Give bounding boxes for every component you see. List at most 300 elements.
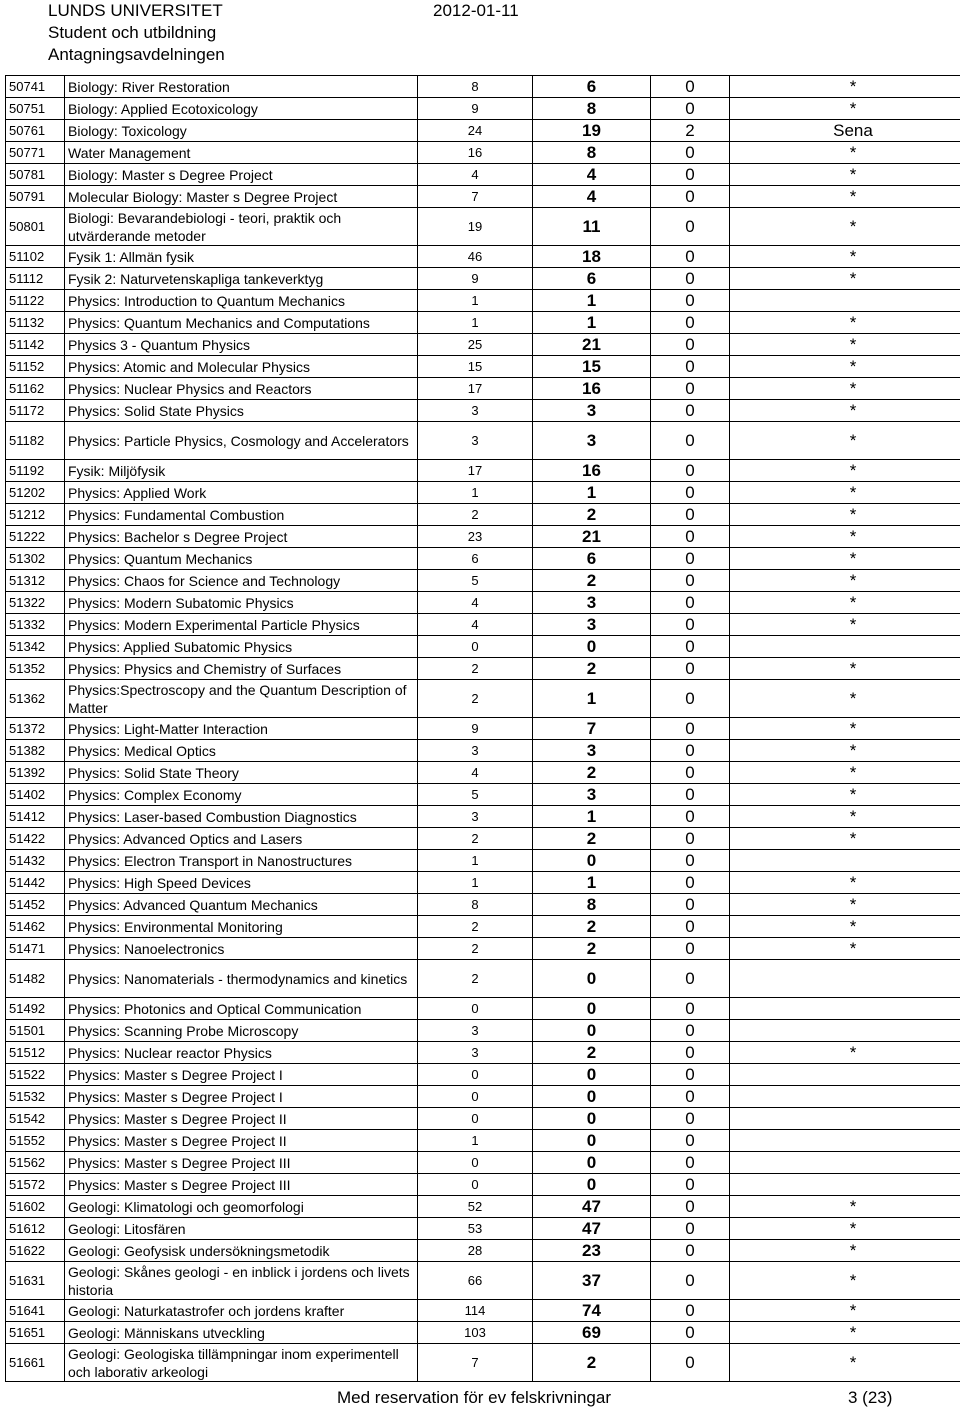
col-4-value: * xyxy=(730,806,960,828)
table-row xyxy=(6,356,960,378)
col-3-value: 0 xyxy=(651,378,730,400)
table-row xyxy=(6,334,960,356)
table-row xyxy=(6,164,960,186)
col-1-value: 4 xyxy=(418,592,533,614)
col-2-value: 37 xyxy=(533,1262,651,1300)
table-row xyxy=(6,400,960,422)
table-row xyxy=(6,680,960,718)
col-4-value xyxy=(730,290,960,312)
course-code: 51512 xyxy=(6,1042,65,1064)
col-4-value: * xyxy=(730,872,960,894)
col-3-value: 0 xyxy=(651,334,730,356)
col-2-value: 3 xyxy=(533,740,651,762)
table-row xyxy=(6,998,960,1020)
col-4-value: Sena xyxy=(730,120,960,142)
col-2-value: 7 xyxy=(533,718,651,740)
col-4-value: * xyxy=(730,762,960,784)
col-2-value: 74 xyxy=(533,1300,651,1322)
col-4-value: * xyxy=(730,1218,960,1240)
col-3-value: 0 xyxy=(651,850,730,872)
course-name: Physics: Bachelor s Degree Project xyxy=(65,526,418,548)
col-2-value: 0 xyxy=(533,1108,651,1130)
col-4-value: * xyxy=(730,482,960,504)
col-2-value: 1 xyxy=(533,290,651,312)
table-row xyxy=(6,76,960,98)
col-2-value: 2 xyxy=(533,916,651,938)
col-4-value: * xyxy=(730,1344,960,1382)
col-4-value: * xyxy=(730,1196,960,1218)
col-1-value: 4 xyxy=(418,614,533,636)
table-row xyxy=(6,1174,960,1196)
col-1-value: 3 xyxy=(418,422,533,460)
table-row xyxy=(6,1300,960,1322)
table-row xyxy=(6,872,960,894)
table-row xyxy=(6,526,960,548)
course-code: 51142 xyxy=(6,334,65,356)
course-code: 51352 xyxy=(6,658,65,680)
col-1-value: 2 xyxy=(418,504,533,526)
col-4-value: * xyxy=(730,1042,960,1064)
table-row xyxy=(6,1020,960,1042)
col-4-value: * xyxy=(730,784,960,806)
course-code: 51102 xyxy=(6,246,65,268)
col-3-value: 0 xyxy=(651,400,730,422)
course-code: 51392 xyxy=(6,762,65,784)
col-4-value xyxy=(730,1174,960,1196)
col-2-value: 3 xyxy=(533,614,651,636)
col-4-value xyxy=(730,960,960,998)
col-1-value: 66 xyxy=(418,1262,533,1300)
col-3-value: 0 xyxy=(651,806,730,828)
table-row xyxy=(6,570,960,592)
col-2-value: 6 xyxy=(533,76,651,98)
table-row xyxy=(6,938,960,960)
course-name: Physics: Master s Degree Project II xyxy=(65,1108,418,1130)
course-code: 51212 xyxy=(6,504,65,526)
course-code: 51452 xyxy=(6,894,65,916)
course-name: Physics: Scanning Probe Microscopy xyxy=(65,1020,418,1042)
col-3-value: 0 xyxy=(651,1130,730,1152)
col-1-value: 24 xyxy=(418,120,533,142)
col-2-value: 15 xyxy=(533,356,651,378)
course-code: 51572 xyxy=(6,1174,65,1196)
col-3-value: 0 xyxy=(651,1322,730,1344)
course-code: 51372 xyxy=(6,718,65,740)
col-1-value: 1 xyxy=(418,850,533,872)
col-4-value: * xyxy=(730,1300,960,1322)
col-4-value: * xyxy=(730,548,960,570)
col-2-value: 3 xyxy=(533,784,651,806)
course-name: Physics: Master s Degree Project I xyxy=(65,1064,418,1086)
col-1-value: 53 xyxy=(418,1218,533,1240)
course-code: 51132 xyxy=(6,312,65,334)
course-code: 51462 xyxy=(6,916,65,938)
col-2-value: 18 xyxy=(533,246,651,268)
course-name: Biologi: Bevarandebiologi - teori, praktik och utvärderande metoder xyxy=(65,208,418,246)
course-name: Physics: Electron Transport in Nanostructures xyxy=(65,850,418,872)
col-3-value: 0 xyxy=(651,740,730,762)
course-name: Physics: Modern Experimental Particle Physics xyxy=(65,614,418,636)
table-row xyxy=(6,312,960,334)
page-number: 3 (23) xyxy=(848,1388,893,1407)
course-name: Physics: Solid State Physics xyxy=(65,400,418,422)
col-1-value: 25 xyxy=(418,334,533,356)
col-2-value: 23 xyxy=(533,1240,651,1262)
col-3-value: 0 xyxy=(651,98,730,120)
course-name: Physics: Modern Subatomic Physics xyxy=(65,592,418,614)
course-code: 51412 xyxy=(6,806,65,828)
col-1-value: 16 xyxy=(418,142,533,164)
col-2-value: 69 xyxy=(533,1322,651,1344)
col-4-value: * xyxy=(730,1322,960,1344)
col-3-value: 0 xyxy=(651,1086,730,1108)
col-4-value xyxy=(730,1020,960,1042)
course-name: Geologi: Litosfären xyxy=(65,1218,418,1240)
col-3-value: 0 xyxy=(651,658,730,680)
table-row xyxy=(6,1196,960,1218)
course-name: Physics: Complex Economy xyxy=(65,784,418,806)
admissions-table-body xyxy=(6,76,960,1382)
col-1-value: 2 xyxy=(418,680,533,718)
col-4-value: * xyxy=(730,378,960,400)
col-2-value: 1 xyxy=(533,872,651,894)
col-1-value: 7 xyxy=(418,1344,533,1382)
course-code: 51552 xyxy=(6,1130,65,1152)
course-name: Water Management xyxy=(65,142,418,164)
col-2-value: 1 xyxy=(533,482,651,504)
col-3-value: 0 xyxy=(651,1042,730,1064)
course-code: 51362 xyxy=(6,680,65,718)
col-2-value: 2 xyxy=(533,658,651,680)
col-3-value: 0 xyxy=(651,784,730,806)
course-name: Geologi: Människans utveckling xyxy=(65,1322,418,1344)
course-name: Geologi: Geofysisk undersökningsmetodik xyxy=(65,1240,418,1262)
col-1-value: 46 xyxy=(418,246,533,268)
table-row xyxy=(6,1322,960,1344)
col-3-value: 0 xyxy=(651,614,730,636)
col-4-value: * xyxy=(730,460,960,482)
table-row xyxy=(6,614,960,636)
col-2-value: 16 xyxy=(533,378,651,400)
table-row xyxy=(6,208,960,246)
table-row xyxy=(6,960,960,998)
course-code: 51631 xyxy=(6,1262,65,1300)
col-2-value: 4 xyxy=(533,164,651,186)
footer-note: Med reservation för ev felskrivningar xyxy=(337,1388,612,1407)
col-1-value: 7 xyxy=(418,186,533,208)
course-code: 51602 xyxy=(6,1196,65,1218)
course-name: Physics: Master s Degree Project II xyxy=(65,1130,418,1152)
course-name: Physics: Solid State Theory xyxy=(65,762,418,784)
table-row xyxy=(6,98,960,120)
col-1-value: 103 xyxy=(418,1322,533,1344)
col-1-value: 9 xyxy=(418,268,533,290)
col-4-value: * xyxy=(730,504,960,526)
course-code: 51312 xyxy=(6,570,65,592)
col-2-value: 0 xyxy=(533,1152,651,1174)
col-2-value: 1 xyxy=(533,680,651,718)
col-3-value: 0 xyxy=(651,1240,730,1262)
table-row xyxy=(6,1218,960,1240)
course-name: Physics: Laser-based Combustion Diagnostics xyxy=(65,806,418,828)
course-code: 50791 xyxy=(6,186,65,208)
col-2-value: 0 xyxy=(533,960,651,998)
course-name: Physics: Photonics and Optical Communication xyxy=(65,998,418,1020)
course-name: Molecular Biology: Master s Degree Project xyxy=(65,186,418,208)
table-row xyxy=(6,548,960,570)
col-1-value: 19 xyxy=(418,208,533,246)
col-2-value: 0 xyxy=(533,1130,651,1152)
col-2-value: 16 xyxy=(533,460,651,482)
course-code: 50751 xyxy=(6,98,65,120)
col-4-value: * xyxy=(730,680,960,718)
col-2-value: 2 xyxy=(533,762,651,784)
col-3-value: 0 xyxy=(651,938,730,960)
col-3-value: 0 xyxy=(651,1020,730,1042)
course-name: Biology: Applied Ecotoxicology xyxy=(65,98,418,120)
col-3-value: 0 xyxy=(651,142,730,164)
col-4-value: * xyxy=(730,142,960,164)
course-code: 51542 xyxy=(6,1108,65,1130)
col-2-value: 6 xyxy=(533,268,651,290)
col-4-value: * xyxy=(730,658,960,680)
course-code: 51501 xyxy=(6,1020,65,1042)
col-1-value: 4 xyxy=(418,164,533,186)
course-code: 51332 xyxy=(6,614,65,636)
table-row xyxy=(6,592,960,614)
col-1-value: 0 xyxy=(418,1064,533,1086)
table-row xyxy=(6,1064,960,1086)
col-2-value: 3 xyxy=(533,422,651,460)
course-code: 51162 xyxy=(6,378,65,400)
col-1-value: 0 xyxy=(418,998,533,1020)
col-4-value: * xyxy=(730,246,960,268)
course-code: 51471 xyxy=(6,938,65,960)
course-code: 50801 xyxy=(6,208,65,246)
col-1-value: 3 xyxy=(418,806,533,828)
col-4-value: * xyxy=(730,98,960,120)
col-3-value: 0 xyxy=(651,208,730,246)
course-name: Physics: Fundamental Combustion xyxy=(65,504,418,526)
col-3-value: 0 xyxy=(651,894,730,916)
col-3-value: 0 xyxy=(651,1218,730,1240)
col-1-value: 1 xyxy=(418,312,533,334)
col-1-value: 4 xyxy=(418,762,533,784)
col-1-value: 1 xyxy=(418,1130,533,1152)
col-2-value: 11 xyxy=(533,208,651,246)
col-2-value: 21 xyxy=(533,334,651,356)
col-1-value: 2 xyxy=(418,938,533,960)
col-3-value: 0 xyxy=(651,916,730,938)
col-4-value xyxy=(730,1130,960,1152)
course-name: Physics: Light-Matter Interaction xyxy=(65,718,418,740)
col-3-value: 0 xyxy=(651,164,730,186)
col-2-value: 3 xyxy=(533,400,651,422)
course-code: 51402 xyxy=(6,784,65,806)
course-code: 51152 xyxy=(6,356,65,378)
table-row xyxy=(6,1086,960,1108)
unit-name: Antagningsavdelningen xyxy=(48,45,225,64)
course-name: Physics: Applied Subatomic Physics xyxy=(65,636,418,658)
col-4-value: * xyxy=(730,422,960,460)
document-date: 2012-01-11 xyxy=(433,1,519,20)
col-2-value: 0 xyxy=(533,636,651,658)
course-name: Biology: River Restoration xyxy=(65,76,418,98)
col-4-value: * xyxy=(730,592,960,614)
course-code: 51322 xyxy=(6,592,65,614)
course-name: Physics: Nanomaterials - thermodynamics and kinetics xyxy=(65,960,418,998)
course-code: 51482 xyxy=(6,960,65,998)
col-2-value: 47 xyxy=(533,1196,651,1218)
table-row xyxy=(6,784,960,806)
col-1-value: 28 xyxy=(418,1240,533,1262)
course-name: Physics: Introduction to Quantum Mechanics xyxy=(65,290,418,312)
course-code: 51522 xyxy=(6,1064,65,1086)
col-4-value: * xyxy=(730,356,960,378)
course-name: Physics 3 - Quantum Physics xyxy=(65,334,418,356)
admissions-table xyxy=(5,75,960,1382)
col-4-value: * xyxy=(730,268,960,290)
col-3-value: 0 xyxy=(651,1344,730,1382)
course-code: 51422 xyxy=(6,828,65,850)
table-row xyxy=(6,1042,960,1064)
col-2-value: 47 xyxy=(533,1218,651,1240)
course-code: 51442 xyxy=(6,872,65,894)
col-1-value: 1 xyxy=(418,482,533,504)
document-header xyxy=(48,0,225,66)
course-name: Physics: High Speed Devices xyxy=(65,872,418,894)
table-row xyxy=(6,186,960,208)
col-4-value xyxy=(730,1152,960,1174)
col-4-value: * xyxy=(730,740,960,762)
course-code: 51641 xyxy=(6,1300,65,1322)
col-3-value: 0 xyxy=(651,548,730,570)
table-row xyxy=(6,482,960,504)
course-code: 51112 xyxy=(6,268,65,290)
col-2-value: 2 xyxy=(533,828,651,850)
table-row xyxy=(6,894,960,916)
col-2-value: 2 xyxy=(533,504,651,526)
col-3-value: 0 xyxy=(651,504,730,526)
table-row xyxy=(6,422,960,460)
col-2-value: 2 xyxy=(533,938,651,960)
table-row xyxy=(6,916,960,938)
col-4-value: * xyxy=(730,164,960,186)
col-4-value: * xyxy=(730,1262,960,1300)
course-code: 51432 xyxy=(6,850,65,872)
col-3-value: 0 xyxy=(651,998,730,1020)
col-4-value: * xyxy=(730,570,960,592)
col-4-value xyxy=(730,1064,960,1086)
col-1-value: 2 xyxy=(418,658,533,680)
col-1-value: 52 xyxy=(418,1196,533,1218)
col-4-value: * xyxy=(730,938,960,960)
course-name: Physics: Medical Optics xyxy=(65,740,418,762)
col-3-value: 2 xyxy=(651,120,730,142)
col-2-value: 21 xyxy=(533,526,651,548)
col-2-value: 19 xyxy=(533,120,651,142)
col-4-value xyxy=(730,1108,960,1130)
course-name: Physics: Advanced Quantum Mechanics xyxy=(65,894,418,916)
col-2-value: 0 xyxy=(533,1064,651,1086)
course-code: 51182 xyxy=(6,422,65,460)
course-name: Geologi: Klimatologi och geomorfologi xyxy=(65,1196,418,1218)
col-1-value: 3 xyxy=(418,1042,533,1064)
course-code: 50741 xyxy=(6,76,65,98)
table-row xyxy=(6,850,960,872)
course-name: Physics: Nanoelectronics xyxy=(65,938,418,960)
col-4-value: * xyxy=(730,400,960,422)
col-3-value: 0 xyxy=(651,290,730,312)
department-name: Student och utbildning xyxy=(48,23,217,42)
col-4-value: * xyxy=(730,208,960,246)
col-3-value: 0 xyxy=(651,680,730,718)
col-3-value: 0 xyxy=(651,1196,730,1218)
course-name: Physics: Advanced Optics and Lasers xyxy=(65,828,418,850)
col-1-value: 0 xyxy=(418,1086,533,1108)
col-1-value: 8 xyxy=(418,76,533,98)
col-1-value: 2 xyxy=(418,916,533,938)
course-code: 51342 xyxy=(6,636,65,658)
col-2-value: 4 xyxy=(533,186,651,208)
course-name: Geologi: Skånes geologi - en inblick i jordens och livets historia xyxy=(65,1262,418,1300)
table-row xyxy=(6,636,960,658)
col-1-value: 17 xyxy=(418,460,533,482)
table-row xyxy=(6,1240,960,1262)
col-3-value: 0 xyxy=(651,960,730,998)
col-2-value: 0 xyxy=(533,1020,651,1042)
col-2-value: 0 xyxy=(533,850,651,872)
col-3-value: 0 xyxy=(651,1108,730,1130)
col-1-value: 9 xyxy=(418,718,533,740)
col-2-value: 8 xyxy=(533,98,651,120)
table-row xyxy=(6,1344,960,1382)
table-row xyxy=(6,1130,960,1152)
course-name: Physics: Applied Work xyxy=(65,482,418,504)
col-3-value: 0 xyxy=(651,246,730,268)
course-name: Fysik 2: Naturvetenskapliga tankeverktyg xyxy=(65,268,418,290)
course-name: Physics: Environmental Monitoring xyxy=(65,916,418,938)
col-2-value: 2 xyxy=(533,1042,651,1064)
col-1-value: 0 xyxy=(418,1152,533,1174)
col-3-value: 0 xyxy=(651,1152,730,1174)
col-2-value: 3 xyxy=(533,592,651,614)
table-row xyxy=(6,246,960,268)
col-1-value: 17 xyxy=(418,378,533,400)
col-3-value: 0 xyxy=(651,1064,730,1086)
course-name: Fysik 1: Allmän fysik xyxy=(65,246,418,268)
col-3-value: 0 xyxy=(651,828,730,850)
course-code: 51202 xyxy=(6,482,65,504)
course-name: Physics: Quantum Mechanics xyxy=(65,548,418,570)
course-code: 50761 xyxy=(6,120,65,142)
course-code: 51382 xyxy=(6,740,65,762)
col-4-value: * xyxy=(730,1240,960,1262)
course-code: 51612 xyxy=(6,1218,65,1240)
course-name: Physics: Atomic and Molecular Physics xyxy=(65,356,418,378)
course-name: Physics: Master s Degree Project III xyxy=(65,1174,418,1196)
col-3-value: 0 xyxy=(651,268,730,290)
table-row xyxy=(6,1262,960,1300)
col-4-value: * xyxy=(730,614,960,636)
table-row xyxy=(6,120,960,142)
course-name: Physics: Nuclear Physics and Reactors xyxy=(65,378,418,400)
table-row xyxy=(6,268,960,290)
col-3-value: 0 xyxy=(651,356,730,378)
col-1-value: 5 xyxy=(418,784,533,806)
col-1-value: 114 xyxy=(418,1300,533,1322)
col-1-value: 2 xyxy=(418,828,533,850)
